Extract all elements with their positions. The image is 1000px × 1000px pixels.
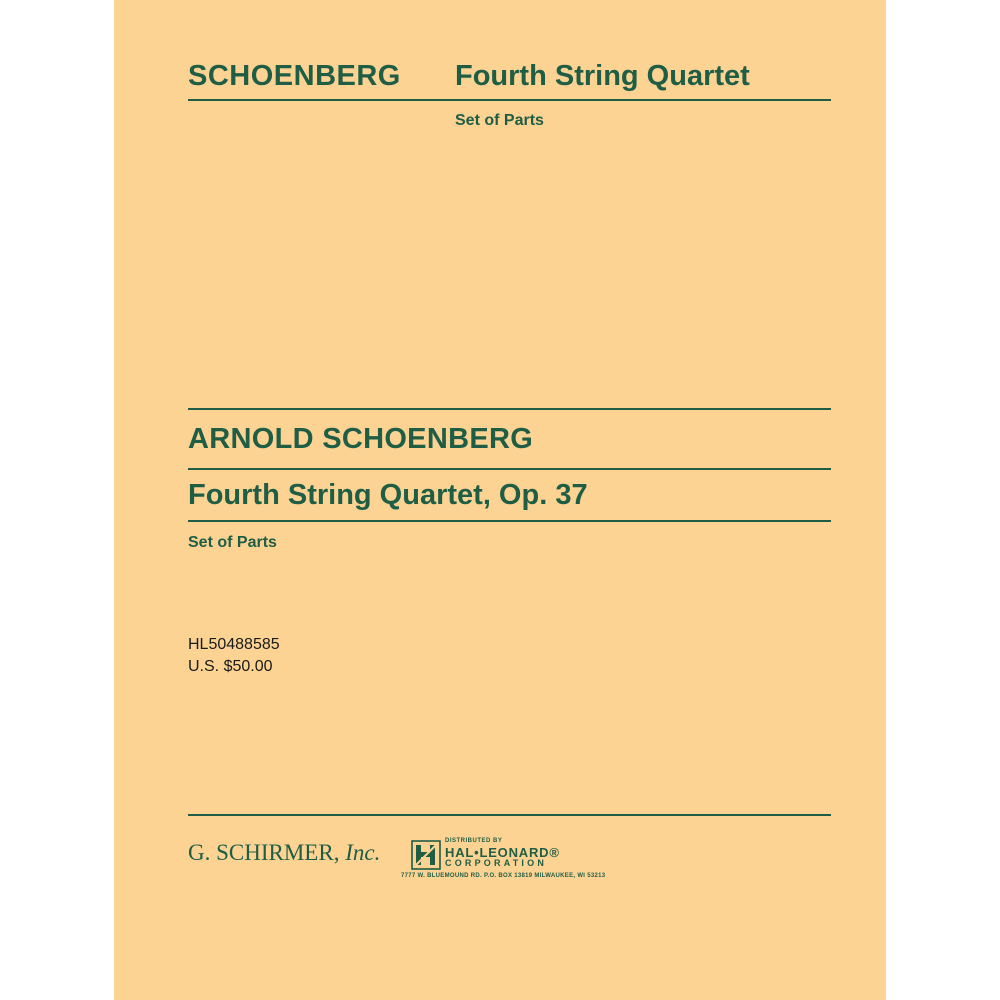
composer-divider [188,468,831,470]
composer-name: ARNOLD SCHOENBERG [188,423,534,455]
publisher-name [188,840,380,866]
work-divider [188,520,831,522]
title-top-divider [188,408,831,410]
distributor-corporation: CORPORATION [445,858,548,868]
catalog-code: HL50488585 [188,636,280,653]
work-subtitle: Set of Parts [188,534,277,551]
header-composer: SCHOENBERG [188,60,401,92]
publisher-name-suffix: Inc. [345,840,381,865]
publisher-name-main: G. SCHIRMER, [188,840,340,865]
distributor-address: 7777 W. BLUEMOUND RD. P.O. BOX 13819 MILWAUKEE, WI 53213 [401,873,606,879]
distributor-name: HAL•LEONARD® [445,845,560,860]
price-label: U.S. $50.00 [188,658,273,675]
score-cover [114,0,886,1000]
work-title: Fourth String Quartet, Op. 37 [188,479,588,511]
header-divider [188,99,831,101]
header-subtitle: Set of Parts [455,112,544,129]
header-title: Fourth String Quartet [455,60,750,92]
footer-divider [188,814,831,816]
hal-leonard-logo-icon [411,840,441,870]
distributor-label: DISTRIBUTED BY [445,838,503,844]
